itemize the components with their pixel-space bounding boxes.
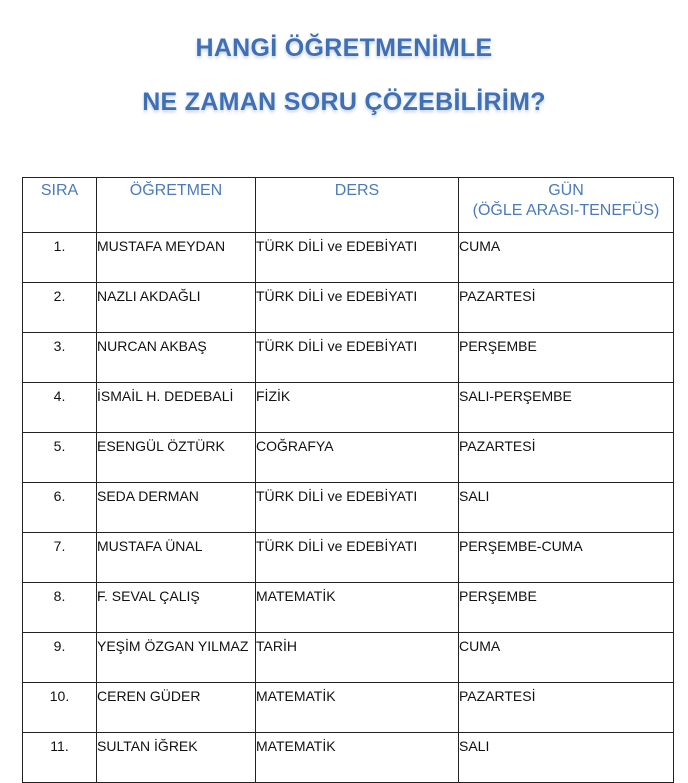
- cell-sira: 6.: [23, 483, 97, 533]
- cell-gun: PERŞEMBE: [459, 583, 674, 633]
- table-row: [23, 633, 674, 683]
- table-row: [23, 683, 674, 733]
- cell-ders: TÜRK DİLİ ve EDEBİYATI: [256, 233, 459, 283]
- cell-ders: FİZİK: [256, 383, 459, 433]
- cell-gun: CUMA: [459, 633, 674, 683]
- header-row: [23, 178, 674, 233]
- table-header: [23, 178, 674, 233]
- cell-sira: 10.: [23, 683, 97, 733]
- cell-gun: PERŞEMBE: [459, 333, 674, 383]
- table-row: [23, 533, 674, 583]
- page-title-line-1: HANGİ ÖĞRETMENİMLE: [195, 34, 493, 62]
- page-title-line-2: NE ZAMAN SORU ÇÖZEBİLİRİM?: [142, 88, 546, 116]
- table-row: [23, 283, 674, 333]
- cell-sira: 4.: [23, 383, 97, 433]
- cell-ogretmen: F. SEVAL ÇALIŞ: [97, 583, 256, 633]
- table-row: [23, 583, 674, 633]
- cell-sira: 7.: [23, 533, 97, 583]
- cell-ogretmen: NURCAN AKBAŞ: [97, 333, 256, 383]
- table-row: [23, 383, 674, 433]
- cell-ogretmen: İSMAİL H. DEDEBALİ: [97, 383, 256, 433]
- cell-sira: 3.: [23, 333, 97, 383]
- cell-gun: PAZARTESİ: [459, 683, 674, 733]
- cell-ders: TARİH: [256, 633, 459, 683]
- cell-ogretmen: MUSTAFA MEYDAN: [97, 233, 256, 283]
- cell-gun: SALI: [459, 733, 674, 783]
- cell-ogretmen: YEŞİM ÖZGAN YILMAZ: [97, 633, 256, 683]
- cell-gun: PAZARTESİ: [459, 433, 674, 483]
- header-gun-label: GÜN: [548, 182, 584, 199]
- cell-ogretmen: NAZLI AKDAĞLI: [97, 283, 256, 333]
- cell-gun: PAZARTESİ: [459, 283, 674, 333]
- cell-ders: TÜRK DİLİ ve EDEBİYATI: [256, 483, 459, 533]
- cell-ders: TÜRK DİLİ ve EDEBİYATI: [256, 333, 459, 383]
- cell-gun: SALI-PERŞEMBE: [459, 383, 674, 433]
- cell-ders: COĞRAFYA: [256, 433, 459, 483]
- cell-sira: 9.: [23, 633, 97, 683]
- header-gun: [459, 178, 674, 233]
- cell-gun: SALI: [459, 483, 674, 533]
- cell-ogretmen: SULTAN İĞREK: [97, 733, 256, 783]
- table-row: [23, 733, 674, 783]
- header-ogretmen: ÖĞRETMEN: [97, 178, 256, 233]
- header-ders: DERS: [256, 178, 459, 233]
- cell-ders: MATEMATİK: [256, 683, 459, 733]
- cell-sira: 2.: [23, 283, 97, 333]
- cell-gun: PERŞEMBE-CUMA: [459, 533, 674, 583]
- header-gun-sublabel: (ÖĞLE ARASI-TENEFÜS): [472, 202, 660, 219]
- cell-sira: 1.: [23, 233, 97, 283]
- table-row: [23, 483, 674, 533]
- table-row: [23, 233, 674, 283]
- cell-ders: TÜRK DİLİ ve EDEBİYATI: [256, 283, 459, 333]
- cell-ogretmen: SEDA DERMAN: [97, 483, 256, 533]
- cell-ogretmen: MUSTAFA ÜNAL: [97, 533, 256, 583]
- cell-ders: TÜRK DİLİ ve EDEBİYATI: [256, 533, 459, 583]
- cell-ogretmen: CEREN GÜDER: [97, 683, 256, 733]
- cell-sira: 5.: [23, 433, 97, 483]
- header-sira: SIRA: [23, 178, 97, 233]
- cell-ders: MATEMATİK: [256, 733, 459, 783]
- cell-sira: 8.: [23, 583, 97, 633]
- cell-sira: 11.: [23, 733, 97, 783]
- table-row: [23, 433, 674, 483]
- cell-gun: CUMA: [459, 233, 674, 283]
- table-row: [23, 333, 674, 383]
- teacher-schedule-table: [22, 177, 674, 783]
- cell-ogretmen: ESENGÜL ÖZTÜRK: [97, 433, 256, 483]
- cell-ders: MATEMATİK: [256, 583, 459, 633]
- table-body: [23, 233, 674, 783]
